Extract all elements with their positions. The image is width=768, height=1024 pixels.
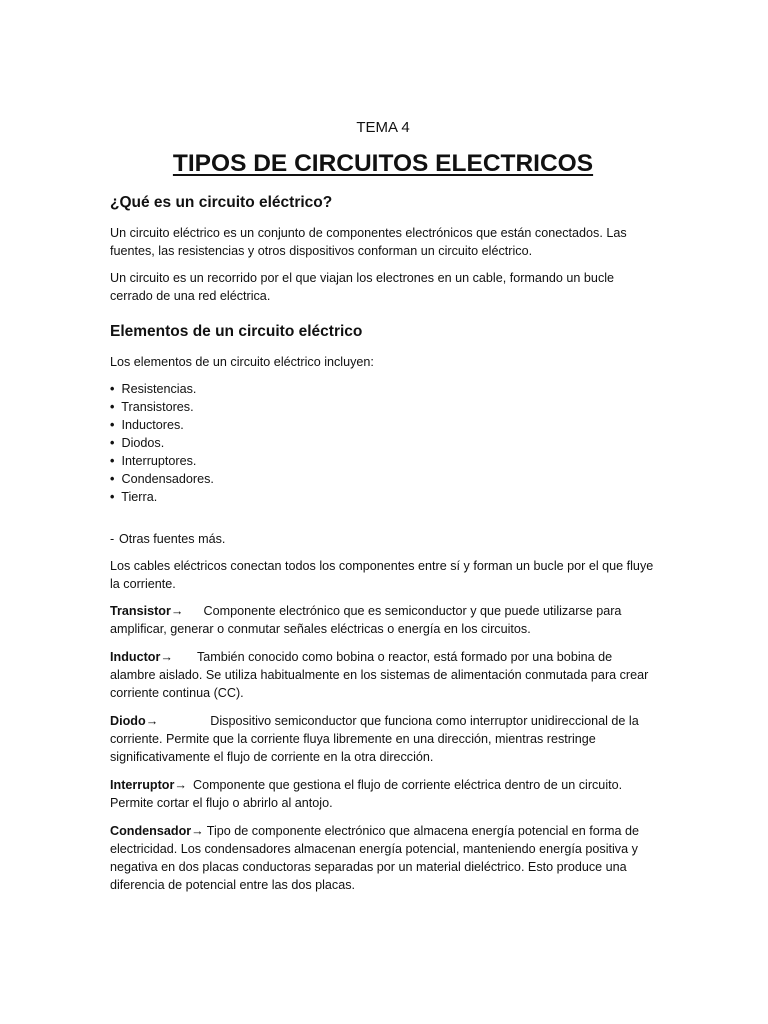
term-label: Inductor (110, 650, 161, 664)
document-title: TIPOS DE CIRCUITOS ELECTRICOS (172, 150, 594, 177)
dash-item-text: Otras fuentes más. (119, 532, 226, 546)
list-item-text: Interruptores. (121, 454, 197, 468)
paragraph-elements-intro: Los elementos de un circuito eléctrico incluyen: (110, 355, 374, 369)
definition-condensador (110, 822, 656, 894)
definition-transistor (110, 602, 656, 638)
definition-interruptor (110, 776, 656, 812)
topic-label: TEMA 4 (356, 119, 410, 136)
list-item (110, 398, 656, 416)
bullet-icon: • (110, 382, 115, 396)
list-item (110, 416, 656, 434)
bullet-icon: • (110, 436, 115, 450)
bullet-icon: • (110, 454, 115, 468)
list-item (110, 434, 656, 452)
list-item-text: Diodos. (121, 436, 165, 450)
definition-text: Dispositivo semiconductor que funciona como interruptor unidireccional de la corriente. Permite que la corriente fluya libremente en una dirección, mientras restringe significativamente el flujo de corriente en la otra dirección. (110, 714, 639, 764)
definition-inductor (110, 648, 656, 702)
list-item-text: Inductores. (121, 418, 184, 432)
dash-icon: - (110, 532, 115, 546)
document-page (110, 118, 656, 904)
list-item (110, 380, 656, 398)
list-item-text: Tierra. (121, 490, 158, 504)
paragraph-definition: Un circuito eléctrico es un conjunto de componentes electrónicos que están conectados. Las fuentes, las resistencias y otros dispositivos conforman un circuito eléctrico. (110, 226, 627, 258)
dash-list-item (110, 530, 656, 548)
list-item (110, 452, 656, 470)
list-item (110, 470, 656, 488)
definition-text: Componente electrónico que es semiconductor y que puede utilizarse para amplificar, generar o conmutar señales eléctricas o energía en los circuitos. (110, 604, 622, 636)
definition-text: Tipo de componente electrónico que almacena energía potencial en forma de electricidad. Los condensadores almacenan energía potencial, manteniendo energía positiva y negativa en dos placas conductoras separadas por un material dieléctrico. Esto produce una diferencia de potencial entre las dos placas. (110, 824, 639, 892)
arrow-right-icon: → (145, 714, 159, 728)
list-item-text: Resistencias. (121, 382, 197, 396)
arrow-right-icon: → (160, 650, 173, 664)
term-label: Interruptor (110, 778, 175, 792)
bullet-icon: • (110, 418, 115, 432)
definition-text: Componente que gestiona el flujo de corriente eléctrica dentro de un circuito. Permite cortar el flujo o abrirlo al antojo. (110, 778, 623, 810)
elements-list (110, 380, 656, 506)
section-heading-what-is: ¿Qué es un circuito eléctrico? (110, 194, 333, 211)
arrow-right-icon: → (174, 778, 187, 792)
bullet-icon: • (110, 472, 115, 486)
list-item (110, 488, 656, 506)
section-heading-elements: Elementos de un circuito eléctrico (110, 323, 363, 340)
term-label: Transistor (110, 604, 171, 618)
paragraph-circuit-path: Un circuito es un recorrido por el que viajan los electrones en un cable, formando un bucle cerrado de una red eléctrica. (110, 271, 615, 303)
list-item-text: Transistores. (121, 400, 194, 414)
arrow-right-icon: → (191, 824, 204, 838)
arrow-right-icon: → (170, 604, 184, 618)
bullet-icon: • (110, 490, 115, 504)
definition-diodo (110, 712, 656, 766)
bullet-icon: • (110, 400, 115, 414)
definition-text: También conocido como bobina o reactor, está formado por una bobina de alambre aislado. Se utiliza habitualmente en los sistemas de alimentación conmutada para crear corriente continua (CC). (110, 650, 649, 700)
paragraph-cables: Los cables eléctricos conectan todos los componentes entre sí y forman un bucle por el que fluye la corriente. (110, 559, 654, 591)
term-label: Condensador (110, 824, 192, 838)
term-label: Diodo (110, 714, 146, 728)
list-item-text: Condensadores. (121, 472, 214, 486)
